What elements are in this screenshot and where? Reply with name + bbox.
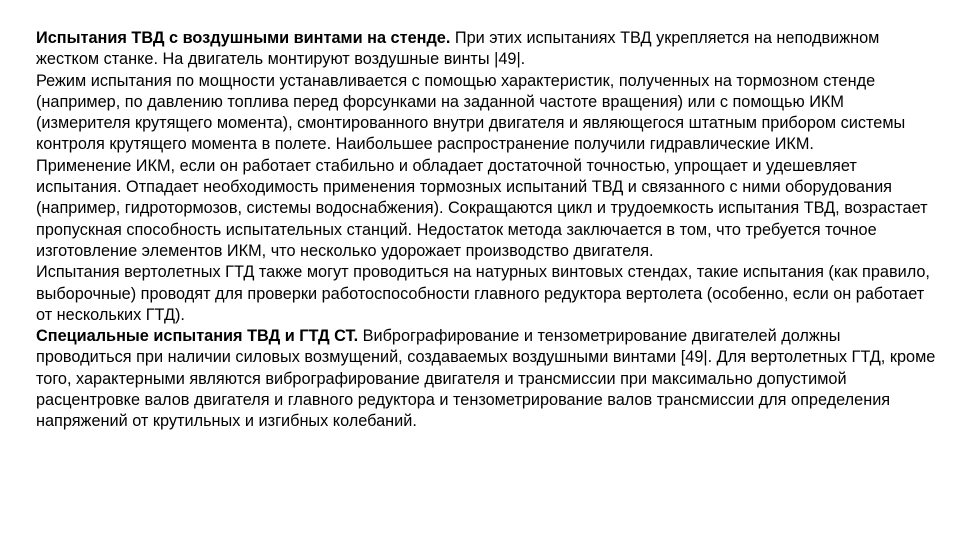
paragraph-propeller-stand-tests: [36, 28, 936, 71]
section-heading-propeller-stand-tests: Испытания ТВД с воздушными винтами на стенде.: [36, 29, 451, 47]
paragraph-text: Применение ИКМ, если он работает стабильно и обладает достаточной точностью, упрощает и удешевляет испытания. Отпадает необходимость применения тормозных испытаний ТВД и связанного с ними оборудования (например, гидротормозов, системы водоснабжения). Сокращаются цикл и трудоемкость испытания ТВД, возрастает пропускная способность испытательных станций. Недостаток метода заключается в том, что требуется точное изготовление элементов ИКМ, что несколько удорожает производство двигателя.: [36, 156, 928, 260]
paragraph-special-tests: [36, 326, 936, 432]
section-heading-special-tests: Специальные испытания ТВД и ГТД СТ.: [36, 327, 359, 346]
paragraph-ikm-usage: [36, 156, 936, 262]
paragraph-helicopter-gtd: [36, 262, 936, 326]
paragraph-text: При этих испытаниях ТВД укрепляется на неподвижном жестком станке. На двигатель монтируют воздушные винты |49|.: [36, 29, 880, 69]
paragraph-text: Испытания вертолетных ГТД также могут проводиться на натурных винтовых стендах, такие испытания (как правило, выборочные) проводят для проверки работоспособности главного редуктора вертолета (особенно, если он работает от нескольких ГТД).: [36, 263, 930, 324]
document-body: [36, 28, 936, 433]
paragraph-text: Режим испытания по мощности устанавливается с помощью характеристик, полученных на тормозном стенде (например, по давлению топлива перед форсунками на заданной частоте вращения) или с помощью ИКМ (измерителя крутящего момента), смонтированного внутри двигателя и являющегося штатным прибором системы контроля крутящего момента в полете. Наибольшее распространение получили гидравлические ИКМ.: [36, 71, 906, 154]
paragraph-power-mode: [36, 71, 936, 156]
paragraph-text: Вибрографирование и тензометрирование двигателей должны проводиться при наличии силовых возмущений, создаваемых воздушными винтами [49|. Для вертолетных ГТД, кроме того, характерными являются вибрографирование двигателя и трансмиссии при максимально допустимой расцентровке валов двигателя и главного редуктора и тензометрирование валов трансмиссии для определения напряжений от крутильных и изгибных колебаний.: [36, 327, 936, 431]
